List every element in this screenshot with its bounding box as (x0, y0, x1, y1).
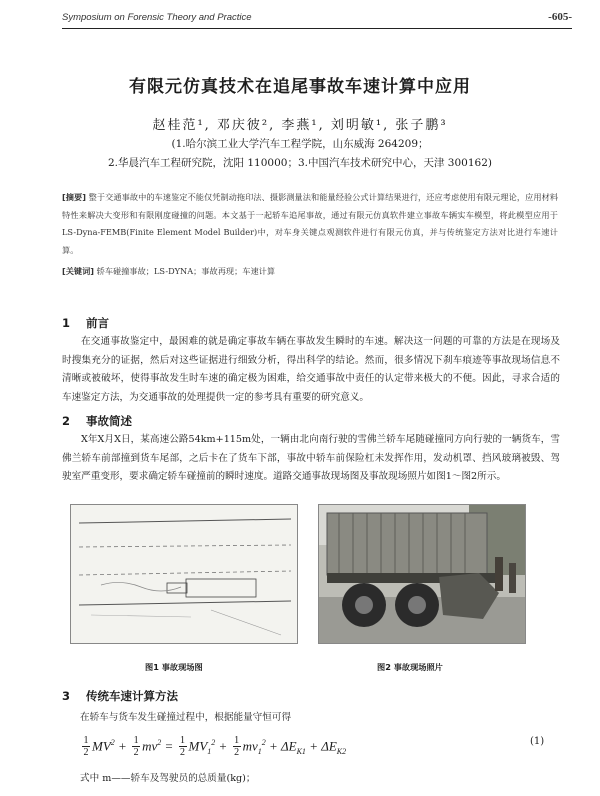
figure-2-caption: 图2 事故现场照片 (377, 662, 443, 672)
section-title: 传统车速计算方法 (86, 689, 178, 703)
section-heading-1 (62, 315, 109, 331)
section-title: 前言 (86, 316, 109, 330)
abstract (62, 189, 558, 259)
fraction-half: $\frac{1}{2}$ (133, 735, 139, 758)
equation-energy-conservation: $\frac{1}{2}$ $MV^2$ + $\frac{1}{2}$ $mv^2$ = $\frac{1}{2}$ $MV_1^2$ + $\frac{1}{2}$ $mv_1^2 + \Delta E_{K1} + \Delta E_{K2}$ (83, 735, 347, 758)
section-heading-2 (62, 413, 132, 429)
figure-accident-scene-diagram (70, 504, 298, 644)
affiliation-line-2: 2.华晨汽车工程研究院，沈阳 110000；3.中国汽车技术研究中心，天津 300162) (108, 157, 492, 169)
equation-variable-definition: 式中 m——轿车及驾驶员的总质量(kg)； (80, 773, 256, 784)
scene-photo-drawing (319, 505, 525, 643)
running-header (62, 10, 572, 29)
keywords-text: 轿车碰撞事故；LS-DYNA；事故再现；车速计算 (96, 266, 276, 276)
abstract-text: 整于交通事故中的车速鉴定不能仅凭制动拖印法、摄影测量法和能量经验公式计算结果进行，还应考虑使用有限元理论，应用材料特性来解决大变形和有限刚度碰撞的问题。本文基于一起轿车追尾事故，通过有限元仿真软件建立事故车辆实车模型，将此模型应用于LS-Dyna-FEMB(Finite Element Model Builder)中，对车身关键点观测软件进行有限元仿真，并与传统鉴定方法对比进行车速计算。 (62, 192, 559, 255)
section-title: 事故简述 (86, 414, 132, 428)
fraction-half: $\frac{1}{2}$ (234, 735, 240, 758)
equation-number: (1) (530, 736, 545, 747)
section-1-body: 在交通事故鉴定中，最困难的就是确定事故车辆在事故发生瞬时的车速。解决这一问题的可靠的方法是在现场及时搜集充分的证据，然后对这些证据进行细致分析，得出科学的结论。然而，很多情况下刹车痕迹等事故现场信息不清晰或被破坏，使得事故发生时车速的确定极为困难，给交通事故中责任的认定带来极大的不便。因此，寻求合适的车速鉴定方法，为交通事故的处理提供一定的参考具有重要的研究意义。 (62, 336, 560, 403)
fraction-half: $\frac{1}{2}$ (180, 735, 186, 758)
scene-diagram-drawing (71, 505, 297, 643)
page-number: -605- (548, 11, 572, 23)
figure-1-caption: 图1 事故现场图 (145, 662, 203, 672)
section-heading-3 (62, 688, 178, 704)
author-list: 赵桂范¹, 邓庆彼², 李燕¹, 刘明敏¹, 张子鹏³ (152, 118, 448, 133)
keywords-label: [关键词] (62, 266, 95, 276)
section-number: 1 (62, 316, 71, 330)
keywords (62, 266, 558, 277)
section-number: 2 (62, 414, 71, 428)
paper-title: 有限元仿真技术在追尾事故车速计算中应用 (129, 77, 471, 97)
fraction-half: $\frac{1}{2}$ (83, 735, 89, 758)
figure-accident-scene-photo (318, 504, 526, 644)
section-number: 3 (62, 689, 71, 703)
running-title: Symposium on Forensic Theory and Practice (62, 12, 252, 23)
affiliation-line-1: (1.哈尔滨工业大学汽车工程学院，山东威海 264209； (171, 138, 429, 150)
section-2-body: X年X月X日，某高速公路54km+115m处，一辆由北向南行驶的雪佛兰轿车尾随碰撞同方向行驶的一辆货车，雪佛兰轿车前部撞到货车尾部，之后卡在了货车下部，事故中轿车前保险杠未发挥作用，发动机罩、挡风玻璃被毁、驾驶室严重变形，要求确定轿车碰撞前的瞬时速度。道路交通事故现场图及事故现场照片如图1～图2所示。 (62, 434, 560, 482)
abstract-label: [摘要] (62, 192, 87, 202)
section-3-body: 在轿车与货车发生碰撞过程中，根据能量守恒可得 (80, 712, 292, 723)
